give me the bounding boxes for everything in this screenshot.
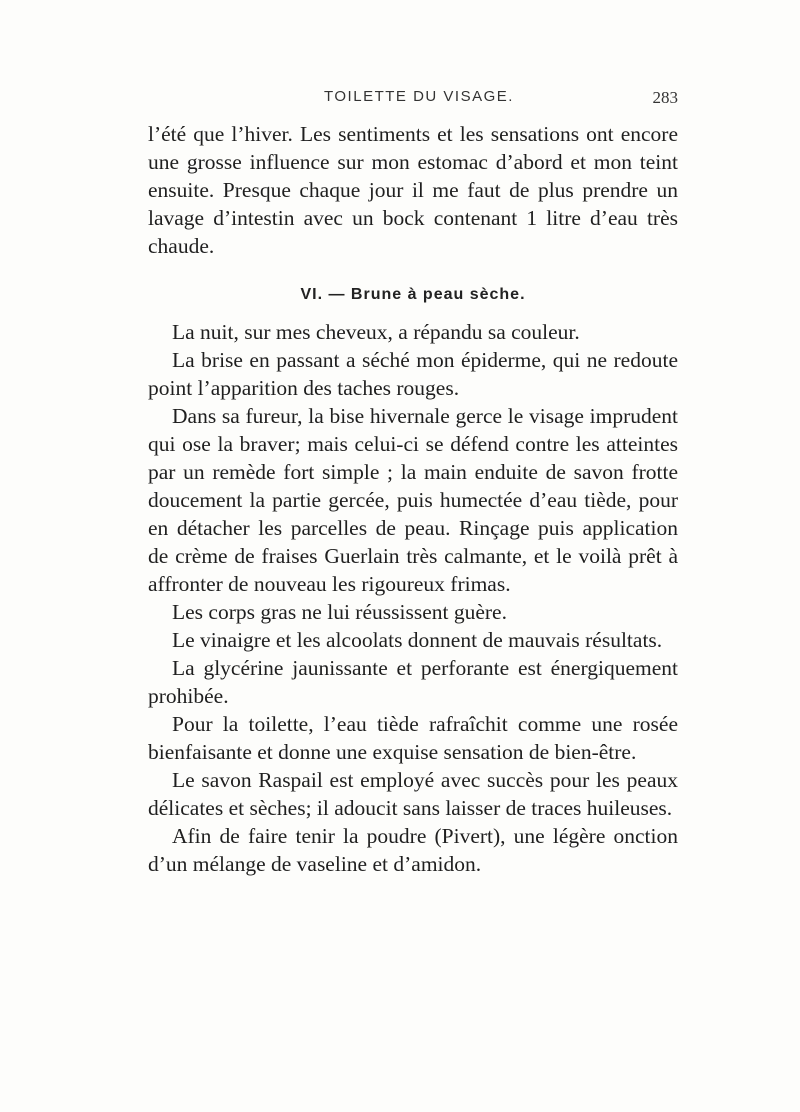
paragraph-4: Les corps gras ne lui réussissent guère.: [172, 600, 507, 624]
page-number: 283: [652, 88, 678, 107]
paragraph-8: Le savon Raspail est employé avec succès pour les peaux délicates et sèches; il adoucit sans laisser de traces huileuses.: [148, 768, 678, 820]
paragraph-2: La brise en passant a séché mon épiderme, qui ne redoute point l’apparition des taches rouges.: [148, 348, 678, 400]
section-body: [148, 318, 678, 878]
paragraph-5: Le vinaigre et les alcoolats donnent de mauvais résultats.: [172, 628, 663, 652]
paragraph-9: Afin de faire tenir la poudre (Pivert), une légère onction d’un mélange de vaseline et d’amidon.: [148, 824, 678, 876]
intro-paragraph: l’été que l’hiver. Les sentiments et les sensations ont encore une grosse influence sur mon estomac d’abord et mon teint ensuite. Presque chaque jour il me faut de plus prendre un lavage d’intestin avec un bock contenant 1 litre d’eau très chaude.: [148, 122, 678, 258]
paragraph-6: La glycérine jaunissante et perforante est énergiquement prohibée.: [148, 656, 678, 708]
paragraph-1: La nuit, sur mes cheveux, a répandu sa couleur.: [172, 320, 580, 344]
section-heading: VI. — Brune à peau sèche.: [300, 286, 526, 303]
paragraph-3: Dans sa fureur, la bise hivernale gerce le visage imprudent qui ose la braver; mais celui-ci se défend contre les atteintes par un remède fort simple ; la main enduite de savon frotte doucement la partie gercée, puis humectée d’eau tiède, pour en détacher les parcelles de peau. Rinçage puis application de crème de fraises Guerlain très calmante, et le voilà prêt à affronter de nouveau les rigoureux frimas.: [148, 404, 678, 596]
intro-paragraph-block: [148, 120, 678, 260]
running-head: [148, 88, 678, 112]
paragraph-7: Pour la toilette, l’eau tiède rafraîchit comme une rosée bienfaisante et donne une exquise sensation de bien-être.: [148, 712, 678, 764]
running-title: TOILETTE DU VISAGE.: [324, 88, 514, 105]
